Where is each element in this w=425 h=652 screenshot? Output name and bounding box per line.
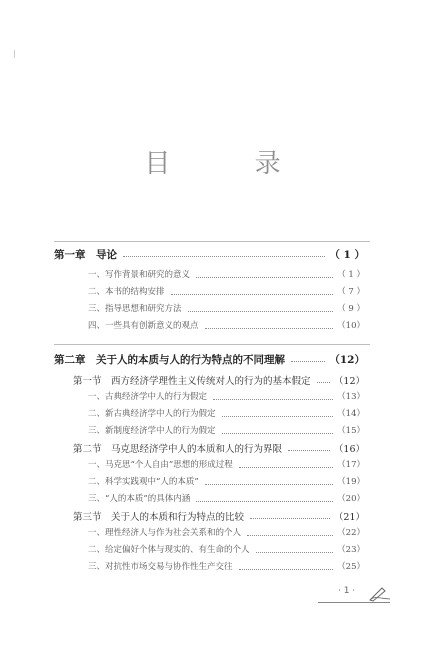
toc-entry-page: （19） bbox=[337, 477, 365, 487]
toc-entry-section[interactable] bbox=[0, 373, 425, 389]
toc-entry-label: 第一节 西方经济学理性主义传统对人的行为的基本假定 bbox=[73, 376, 311, 387]
toc-leader-dots bbox=[196, 276, 333, 278]
toc-entry-label: 三、指导思想和研究方法 bbox=[88, 304, 182, 314]
toc-entry-label: 一、理性经济人与作为社会关系和的个人 bbox=[88, 528, 242, 538]
toc-leader-dots bbox=[188, 310, 334, 312]
toc-entry-label: 第二节 马克思经济学中人的本质和人的行为界限 bbox=[73, 444, 283, 455]
toc-leader-dots bbox=[239, 466, 333, 468]
toc-entry-page: （23） bbox=[337, 545, 365, 555]
toc-entry-page: （14） bbox=[337, 409, 365, 419]
toc-entry-item[interactable] bbox=[0, 492, 425, 508]
toc-leader-dots bbox=[250, 517, 330, 519]
toc-leader-dots bbox=[256, 551, 334, 553]
toc-entry-page: （ 7 ） bbox=[337, 287, 365, 297]
toc-entry-page: （12） bbox=[329, 354, 365, 366]
toc-leader-dots bbox=[222, 432, 334, 434]
toc-entry-page: （ 1 ） bbox=[329, 249, 365, 261]
toc-entry-page: （ 9 ） bbox=[337, 304, 365, 314]
toc-entry-item[interactable] bbox=[0, 268, 425, 284]
toc-entry-page: （12） bbox=[333, 376, 365, 387]
toc-entry-label: 一、马克思“个人自由”思想的形成过程 bbox=[88, 460, 233, 470]
toc-entry-label: 二、科学实践观中“人的本质” bbox=[88, 477, 199, 487]
toc-entry-label: 第二章 关于人的本质与人的行为特点的不同理解 bbox=[54, 354, 285, 366]
toc-leader-dots bbox=[196, 500, 333, 502]
toc-entry-page: （16） bbox=[333, 444, 365, 455]
toc-entry-page: （20） bbox=[337, 494, 365, 504]
toc-leader-dots bbox=[205, 483, 333, 485]
toc-entry-item[interactable] bbox=[0, 543, 425, 559]
toc-entry-page: （21） bbox=[333, 512, 365, 523]
toc-leader-dots bbox=[222, 415, 334, 417]
toc-entry-item[interactable] bbox=[0, 560, 425, 576]
toc-leader-dots bbox=[247, 534, 333, 536]
toc-entry-item[interactable] bbox=[0, 285, 425, 301]
toc-entry-item[interactable] bbox=[0, 390, 425, 406]
toc-entry-item[interactable] bbox=[0, 526, 425, 542]
toc-entry-chapter[interactable] bbox=[0, 247, 425, 263]
toc-entry-item[interactable] bbox=[0, 458, 425, 474]
toc-entry-page: （ 1 ） bbox=[337, 270, 365, 280]
toc-entry-label: 三、“人的本质”的具体内涵 bbox=[88, 494, 191, 504]
toc-entry-section[interactable] bbox=[0, 441, 425, 457]
toc-leader-dots bbox=[123, 255, 325, 257]
toc-leader-dots bbox=[239, 568, 334, 570]
toc-entry-label: 二、新古典经济学中人的行为假定 bbox=[88, 409, 216, 419]
toc-entry-page: （15） bbox=[337, 426, 365, 436]
footer-page-number: · 1 · bbox=[338, 586, 356, 596]
toc-entry-label: 三、对抗性市场交易与协作性生产交往 bbox=[88, 562, 233, 572]
toc-entry-label: 一、写作背景和研究的意义 bbox=[88, 270, 191, 280]
page-title: 目 录 bbox=[144, 149, 319, 179]
toc-entry-item[interactable] bbox=[0, 302, 425, 318]
toc-leader-dots bbox=[213, 398, 333, 400]
toc-entry-item[interactable] bbox=[0, 319, 425, 335]
toc-entry-label: 二、本书的结构安排 bbox=[88, 287, 165, 297]
footer-rule bbox=[318, 602, 390, 603]
chapter-divider-1 bbox=[54, 241, 370, 242]
toc-leader-dots bbox=[205, 327, 334, 329]
toc-entry-page: （17） bbox=[337, 460, 365, 470]
toc-leader-dots bbox=[291, 360, 325, 362]
toc-entry-section[interactable] bbox=[0, 509, 425, 525]
chapter-divider-2 bbox=[54, 344, 370, 345]
toc-entry-item[interactable] bbox=[0, 424, 425, 440]
toc-leader-dots bbox=[171, 293, 334, 295]
toc-entry-page: （10） bbox=[337, 321, 365, 331]
toc-entry-label: 三、新制度经济学中人的行为假定 bbox=[88, 426, 216, 436]
toc-leader-dots bbox=[288, 449, 330, 451]
edge-mark bbox=[14, 50, 15, 58]
toc-entry-chapter[interactable] bbox=[0, 352, 425, 368]
toc-entry-label: 第三节 关于人的本质和行为特点的比较 bbox=[73, 512, 245, 523]
toc-entry-item[interactable] bbox=[0, 475, 425, 491]
pen-icon bbox=[368, 584, 392, 602]
toc-entry-label: 二、给定偏好个体与现实的、有生命的个人 bbox=[88, 545, 250, 555]
toc-entry-page: （22） bbox=[337, 528, 365, 538]
toc-entry-page: （25） bbox=[337, 562, 365, 572]
toc-entry-label: 四、一些具有创新意义的观点 bbox=[88, 321, 199, 331]
toc-entry-label: 第一章 导论 bbox=[54, 249, 117, 261]
toc-leader-dots bbox=[317, 381, 330, 383]
toc-entry-item[interactable] bbox=[0, 407, 425, 423]
toc-entry-label: 一、古典经济学中人的行为假定 bbox=[88, 392, 208, 402]
toc-entry-page: （13） bbox=[337, 392, 365, 402]
